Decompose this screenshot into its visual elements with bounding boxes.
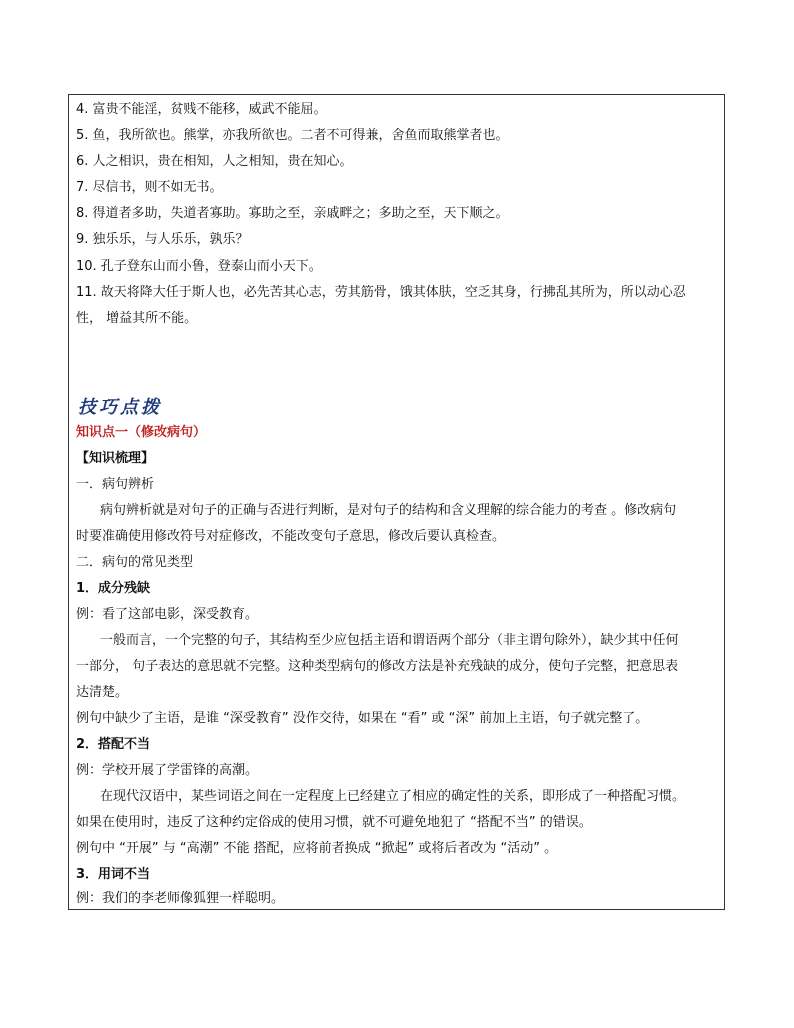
section-title: 技巧点拨 [78, 397, 162, 418]
type3-example: 例：我们的李老师像狐狸一样聪明。 [76, 891, 285, 906]
part1-title: 一．病句辨析 [76, 477, 155, 492]
type1-title: 1．成分残缺 [76, 581, 151, 596]
type2-title: 2．搭配不当 [76, 737, 151, 752]
quote-7: 7. 尽信书，则不如无书。 [76, 180, 223, 195]
type1-example: 例：看了这部电影，深受教育。 [76, 607, 259, 622]
part1-paragraph-1: 病句辨析就是对句子的正确与否进行判断，是对句子的结构和含义理解的综合能力的考查 。修改病句 [100, 503, 677, 518]
part2-title: 二．病句的常见类型 [76, 555, 194, 570]
quote-5: 5. 鱼，我所欲也。熊掌，亦我所欲也。二者不可得兼，舍鱼而取熊掌者也。 [76, 128, 509, 143]
type2-paragraph-1: 在现代汉语中，某些词语之间在一定程度上已经建立了相应的确定性的关系，即形成了一种搭配习惯。 [100, 789, 686, 804]
type1-paragraph-3: 达清楚。 [76, 685, 129, 700]
type2-example: 例：学校开展了学雷锋的高潮。 [76, 763, 259, 778]
quote-10: 10. 孔子登东山而小鲁，登泰山而小天下。 [76, 259, 322, 274]
type1-paragraph-1: 一般而言，一个完整的句子，其结构至少应包括主语和谓语两个部分（非主谓句除外），缺少其中任何 [100, 633, 679, 648]
type3-title: 3．用词不当 [76, 867, 151, 882]
knowledge-point-title: 知识点一（修改病句） [76, 425, 207, 440]
type1-explanation: 例句中缺少了主语，是谁 “深受教育” 没作交待，如果在 “看” 或 “深” 前加上主语，句子就完整了。 [76, 711, 649, 726]
type1-paragraph-2: 一部分， 句子表达的意思就不完整。这种类型病句的修改方法是补充残缺的成分，使句子完整，把意思表 [76, 659, 679, 674]
type2-explanation: 例句中 “开展” 与 “高潮” 不能 搭配，应将前者换成 “掀起” 或将后者改为 “活动” 。 [76, 841, 558, 856]
type2-paragraph-2: 如果在使用时，违反了这种约定俗成的使用习惯，就不可避免地犯了 “搭配不当” 的错误。 [76, 815, 592, 830]
quote-8: 8. 得道者多助，失道者寡助。寡助之至，亲戚畔之；多助之至，天下顺之。 [76, 206, 509, 221]
quote-4: 4. 富贵不能淫，贫贱不能移，威武不能屈。 [76, 102, 327, 117]
quote-6: 6. 人之相识，贵在相知，人之相知，贵在知心。 [76, 154, 353, 169]
quote-11-cont: 性， 增益其所不能。 [76, 311, 198, 326]
summary-label: 【知识梳理】 [76, 451, 155, 466]
quote-9: 9. 独乐乐，与人乐乐，孰乐？ [76, 232, 249, 247]
quote-11: 11. 故天将降大任于斯人也，必先苦其心志，劳其筋骨，饿其体肤，空乏其身，行拂乱其所为，所以动心忍 [76, 285, 686, 300]
part1-paragraph-2: 时要准确使用修改符号对症修改，不能改变句子意思，修改后要认真检查。 [76, 529, 506, 544]
